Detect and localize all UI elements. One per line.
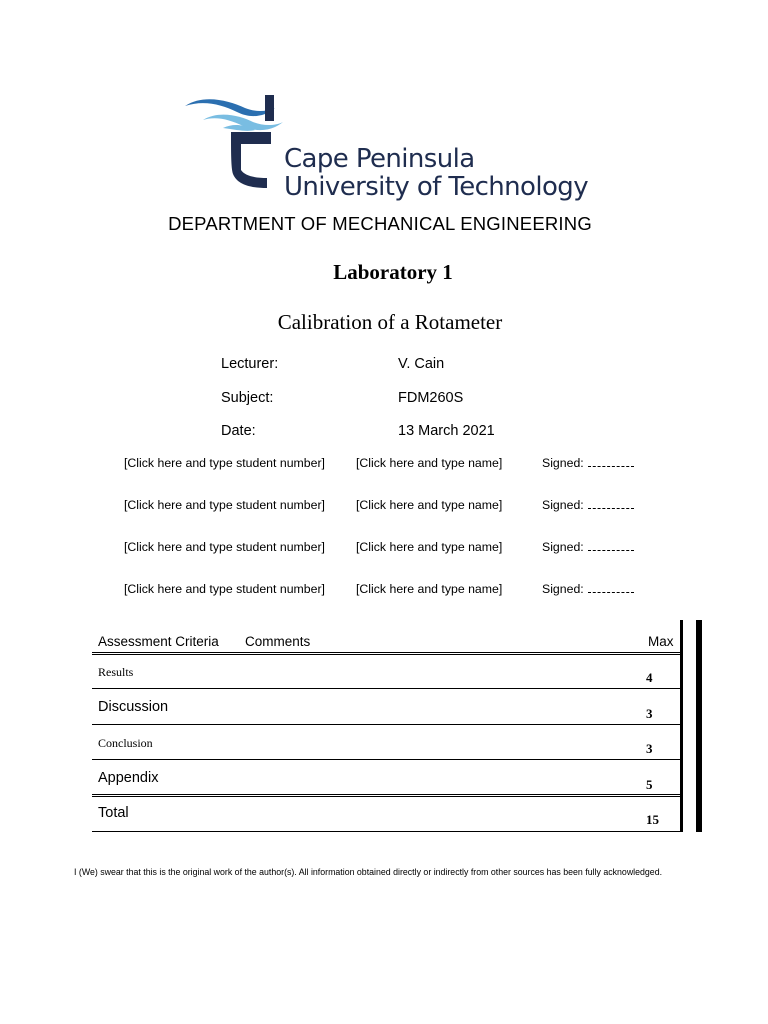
logo-line-2: University of Technology (284, 172, 588, 202)
date-value: 13 March 2021 (398, 423, 495, 439)
declaration-text: I (We) swear that this is the original work of the author(s). All information obtained directly or indirectly from other sources has been fully acknowledged. (74, 867, 663, 877)
logo-line-1: Cape Peninsula (284, 144, 475, 174)
signature-line (588, 498, 634, 509)
total-divider (92, 794, 682, 797)
student-name-field[interactable]: [Click here and type name] (356, 582, 503, 596)
lab-subtitle: Calibration of a Rotameter (277, 310, 503, 334)
row-divider (92, 688, 682, 689)
max-appendix: 5 (646, 777, 653, 792)
signed-label: Signed: (542, 582, 584, 596)
signed-label: Signed: (542, 456, 584, 470)
signature-field[interactable] (542, 456, 634, 470)
student-number-field[interactable]: [Click here and type student number] (124, 582, 325, 596)
table-right-border (680, 620, 683, 832)
max-total: 15 (646, 812, 659, 827)
lecturer-label: Lecturer: (221, 356, 279, 372)
signed-label: Signed: (542, 498, 584, 512)
max-results: 4 (646, 670, 653, 685)
date-label: Date: (221, 423, 256, 439)
cput-logo-mark (183, 92, 283, 192)
student-number-field[interactable]: [Click here and type student number] (124, 456, 325, 470)
signature-line (588, 582, 634, 593)
comments-header: Comments (245, 634, 311, 649)
row-divider (92, 724, 682, 725)
lecturer-value: V. Cain (398, 356, 445, 372)
subject-label: Subject: (221, 390, 274, 406)
cput-logo (183, 92, 588, 208)
max-header: Max (648, 634, 674, 649)
criterion-appendix: Appendix (98, 770, 159, 786)
student-name-field[interactable]: [Click here and type name] (356, 456, 503, 470)
header-divider (92, 652, 682, 655)
student-number-field[interactable]: [Click here and type student number] (124, 540, 325, 554)
criterion-results: Results (98, 665, 134, 679)
criterion-total: Total (98, 805, 129, 821)
max-conclusion: 3 (646, 741, 653, 756)
lab-title: Laboratory 1 (333, 260, 453, 284)
signature-field[interactable] (542, 498, 634, 512)
max-discussion: 3 (646, 706, 653, 721)
department-heading: DEPARTMENT OF MECHANICAL ENGINEERING (168, 213, 592, 234)
student-name-field[interactable]: [Click here and type name] (356, 540, 503, 554)
student-name-field[interactable]: [Click here and type name] (356, 498, 503, 512)
criterion-discussion: Discussion (98, 699, 169, 715)
subject-value: FDM260S (398, 390, 464, 406)
row-divider (92, 759, 682, 760)
assessment-table (92, 618, 704, 836)
signature-field[interactable] (542, 582, 634, 596)
signature-line (588, 540, 634, 551)
signature-field[interactable] (542, 540, 634, 554)
signature-line (588, 456, 634, 467)
table-outer-border (696, 620, 702, 832)
criterion-conclusion: Conclusion (98, 736, 153, 750)
student-number-field[interactable]: [Click here and type student number] (124, 498, 325, 512)
signed-label: Signed: (542, 540, 584, 554)
criteria-header: Assessment Criteria (98, 634, 219, 649)
table-bottom-rule (92, 831, 682, 832)
